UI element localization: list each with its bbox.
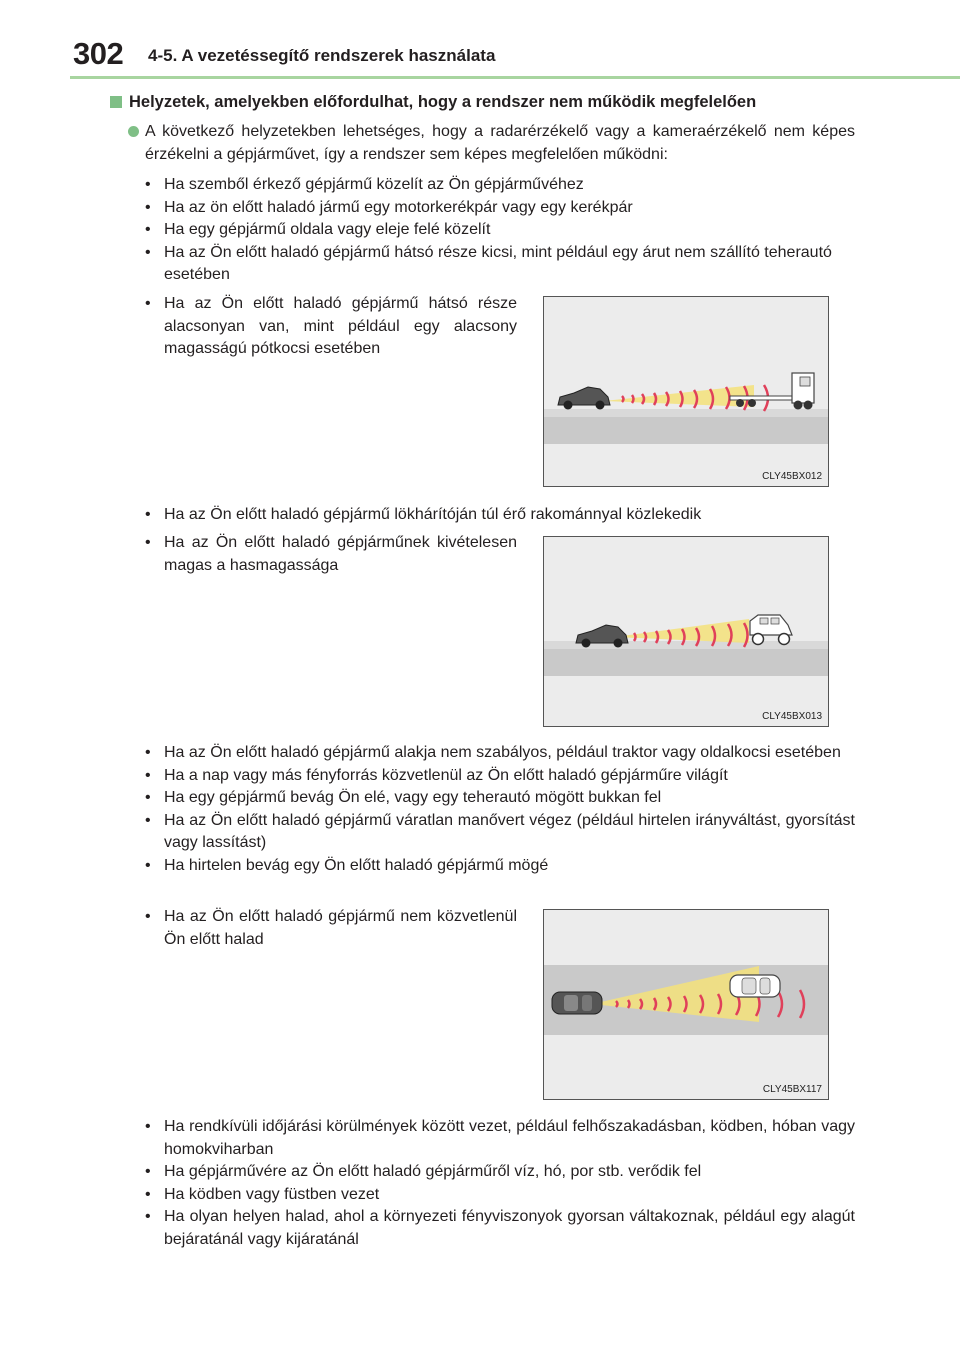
list-item: • Ha az ön előtt haladó jármű egy motorkerékpár vagy egy kerékpár [145, 197, 855, 220]
bullet-list-3 [145, 742, 855, 877]
figure-low-trailer [543, 296, 829, 487]
list-item: • Ha az Ön előtt haladó gépjárműnek kivételesen magas a hasmagassága [145, 532, 517, 577]
bullet-list-4 [145, 1116, 855, 1251]
square-bullet-icon [110, 96, 122, 108]
list-item: • Ha egy gépjármű oldala vagy eleje felé közelít [145, 219, 855, 242]
bullet-list-1 [145, 174, 855, 287]
figure-code: CLY45BX013 [762, 711, 822, 722]
page-header [0, 0, 960, 80]
chapter-title: 4-5. A vezetéssegítő rendszerek használata [148, 46, 496, 65]
bullet-list-2 [145, 504, 855, 527]
list-item: • Ha az Ön előtt haladó gépjármű hátsó része kicsi, mint például egy árut nem szállító teherautó esetében [145, 242, 855, 287]
list-item: • Ha rendkívüli időjárási körülmények között vezet, például felhőszakadásban, ködben, hóban vagy homokviharban [145, 1116, 855, 1161]
list-item: • Ha az Ön előtt haladó gépjármű nem közvetlenül Ön előtt halad [145, 906, 517, 951]
page-number: 302 [73, 36, 124, 71]
list-item: • Ha az Ön előtt haladó gépjármű váratlan manővert végez (például hirtelen irányváltást, gyorsítást vagy lassítást) [145, 810, 855, 855]
figure-code: CLY45BX012 [762, 471, 822, 482]
figure-3-illustration [544, 910, 828, 1099]
figure-3-caption [145, 906, 517, 951]
list-item: • Ha olyan helyen halad, ahol a környezeti fényviszonyok gyorsan váltakoznak, például egy alagút bejáratánál vagy kijáratánál [145, 1206, 855, 1251]
car-top-view-icon [552, 992, 602, 1014]
figure-1-illustration [544, 297, 828, 486]
list-item: • Ha gépjárművére az Ön előtt haladó gépjárműről víz, hó, por stb. verődik fel [145, 1161, 855, 1184]
list-item: • Ha ködben vagy füstben vezet [145, 1184, 855, 1207]
figure-code: CLY45BX117 [762, 1084, 822, 1095]
list-item: • Ha az Ön előtt haladó gépjármű lökhárítóján túl érő rakománnyal közlekedik [145, 504, 855, 527]
list-item: • Ha szemből érkező gépjármű közelít az Ön gépjárművéhez [145, 174, 855, 197]
figure-1-caption [145, 293, 517, 361]
header-divider [70, 76, 960, 79]
figure-2-caption [145, 532, 517, 577]
list-item: • Ha egy gépjármű bevág Ön elé, vagy egy teherautó mögött bukkan fel [145, 787, 855, 810]
list-item: • Ha hirtelen bevág egy Ön előtt haladó gépjármű mögé [145, 855, 855, 878]
section-heading: Helyzetek, amelyekben előfordulhat, hogy a rendszer nem működik megfelelően [129, 93, 757, 111]
intro-paragraph: A következő helyzetekben lehetséges, hogy a radarérzékelő vagy a kameraérzékelő nem képes érzékelni a gépjárművet, így a rendszer sem képes megfelelően működni: [145, 123, 855, 163]
figure-offset-vehicle [543, 909, 829, 1100]
circle-bullet-icon [128, 126, 139, 137]
figure-2-illustration [544, 537, 828, 726]
list-item: • Ha az Ön előtt haladó gépjármű alakja nem szabályos, például traktor vagy oldalkocsi esetében [145, 742, 855, 765]
figure-high-clearance [543, 536, 829, 727]
lead-car-top-view-icon [730, 975, 780, 997]
list-item: • Ha a nap vagy más fényforrás közvetlenül az Ön előtt haladó gépjárműre világít [145, 765, 855, 788]
list-item: • Ha az Ön előtt haladó gépjármű hátsó része alacsonyan van, mint például egy alacsony magasságú pótkocsi esetében [145, 293, 517, 361]
